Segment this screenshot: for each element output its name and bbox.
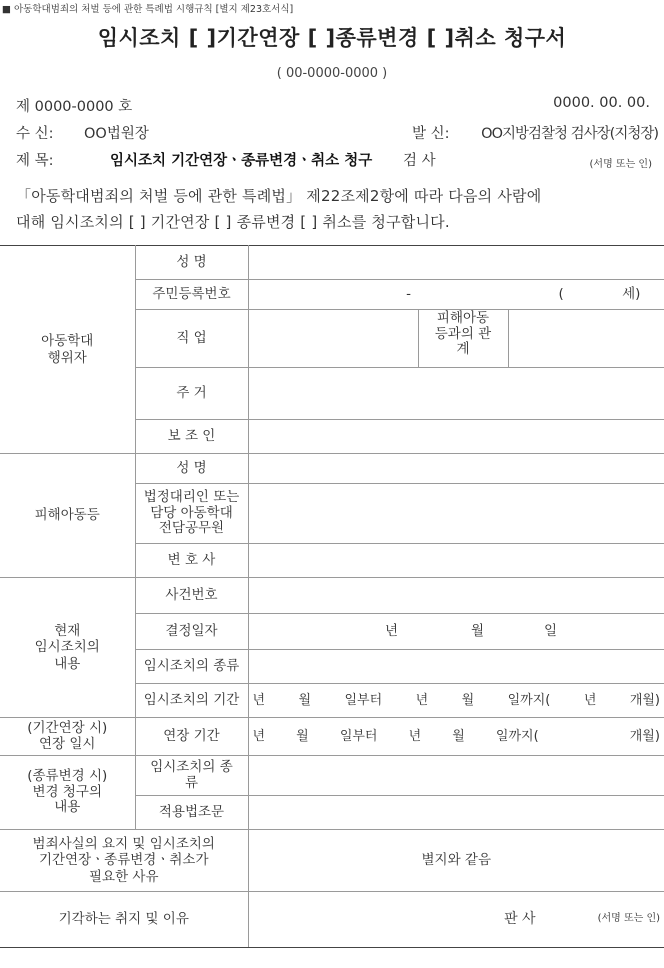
applicable-law-label: 적용법조문 (135, 796, 248, 830)
sender-label: 발 신: (412, 126, 450, 142)
change-section-label: (종류변경 시) 변경 청구의 내용 (0, 756, 135, 830)
offender-section-label: 아동학대 행위자 (0, 246, 135, 454)
measure-type-label: 임시조치의 종류 (135, 650, 248, 684)
request-paragraph-line1: 「아동학대범죄의 처벌 등에 관한 특례법」 제22조제2항에 따라 다음의 사람에 (16, 187, 542, 205)
change-type-label: 임시조치의 종 류 (135, 756, 248, 796)
extension-part: 일까지( (495, 728, 539, 744)
extension-part: 일부터 (339, 728, 378, 744)
extension-part: 월 (452, 728, 465, 744)
extension-part: 개월) (629, 728, 660, 744)
offender-job-field[interactable] (248, 310, 418, 368)
victim-legal-rep-label: 법정대리인 또는 담당 아동학대 전담공무원 (135, 484, 248, 544)
decision-date-label: 결정일자 (135, 614, 248, 650)
measure-period-field[interactable] (248, 684, 664, 718)
period-part: 년 (252, 692, 266, 708)
extension-section-label: (기간연장 시) 연장 일시 (0, 718, 135, 756)
subject-value: 임시조치 기간연장ㆍ종류변경ㆍ취소 청구 (110, 153, 373, 169)
victim-section-label: 피해아동등 (0, 454, 135, 578)
offender-relation-field[interactable] (508, 310, 664, 368)
document-number: ( 00-0000-0000 ) (276, 66, 388, 81)
recipient-value: OO법원장 (84, 126, 149, 142)
reason-label: 범죄사실의 요지 및 임시조치의 기간연장ㆍ종류변경ㆍ취소가 필요한 사유 (0, 830, 248, 892)
judge-label: 판 사 (504, 911, 536, 928)
offender-name-field[interactable] (248, 246, 664, 280)
recipient-label: 수 신: (16, 126, 54, 142)
extension-part: 년 (408, 728, 422, 744)
decision-day: 일 (543, 623, 558, 640)
victim-lawyer-label: 변 호 사 (135, 544, 248, 578)
form-caption: ■ 아동학대범죄의 처벌 등에 관한 특례법 시행규칙 [별지 제23호서식] (2, 4, 294, 15)
decision-month: 월 (470, 623, 485, 640)
change-type-field[interactable] (248, 756, 664, 796)
decision-year: 년 (384, 623, 399, 640)
judge-sign-note: (서명 또는 인) (597, 913, 661, 925)
subject-label: 제 목: (16, 153, 54, 169)
prosecutor-label: 검 사 (403, 153, 436, 169)
form-title: 임시조치 [ ]기간연장 [ ]종류변경 [ ]취소 청구서 (97, 26, 567, 50)
reason-value: 별지와 같음 (248, 830, 664, 892)
period-part: 월 (461, 692, 475, 708)
offender-job-label: 직 업 (135, 310, 248, 368)
request-paragraph-line2: 대해 임시조치의 [ ] 기간연장 [ ] 종류변경 [ ] 취소를 청구합니다. (16, 213, 450, 231)
dismissal-label: 기각하는 취지 및 이유 (0, 892, 248, 948)
period-part: 개월) (629, 692, 661, 708)
period-part: 년 (583, 692, 597, 708)
victim-name-field[interactable] (248, 454, 664, 484)
current-section-label: 현재 임시조치의 내용 (0, 578, 135, 718)
offender-assistant-label: 보 조 인 (135, 420, 248, 454)
applicable-law-field[interactable] (248, 796, 664, 830)
extension-period-label: 연장 기간 (135, 718, 248, 756)
extension-part: 월 (296, 728, 309, 744)
period-part: 일부터 (344, 692, 383, 708)
measure-type-field[interactable] (248, 650, 664, 684)
offender-ssn-field[interactable] (248, 280, 664, 310)
case-number-field[interactable] (248, 578, 664, 614)
sender-value: OO지방검찰청 검사장(지청장) (481, 126, 658, 142)
offender-assistant-field[interactable] (248, 420, 664, 454)
case-number-label: 사건번호 (135, 578, 248, 614)
dismissal-field[interactable] (248, 892, 664, 948)
age-close: 세) (622, 286, 641, 303)
period-part: 년 (415, 692, 429, 708)
decision-date-field[interactable] (248, 614, 664, 650)
issue-date: 0000. 00. 00. (553, 95, 650, 111)
age-open: ( (558, 286, 564, 303)
ssn-dash: - (406, 286, 411, 303)
offender-ssn-label: 주민등록번호 (135, 280, 248, 310)
period-part: 일까지( (507, 692, 551, 708)
victim-name-label: 성 명 (135, 454, 248, 484)
victim-legal-rep-field[interactable] (248, 484, 664, 544)
extension-period-field[interactable] (248, 718, 664, 756)
offender-address-label: 주 거 (135, 368, 248, 420)
extension-part: 년 (252, 728, 266, 744)
prosecutor-sign-note: (서명 또는 인) (589, 159, 652, 170)
offender-name-label: 성 명 (135, 246, 248, 280)
reference-number: 제 0000-0000 호 (16, 99, 133, 115)
request-form-table (0, 245, 664, 948)
offender-relation-label: 피해아동 등과의 관 계 (418, 310, 508, 368)
victim-lawyer-field[interactable] (248, 544, 664, 578)
measure-period-label: 임시조치의 기간 (135, 684, 248, 718)
period-part: 월 (298, 692, 312, 708)
offender-address-field[interactable] (248, 368, 664, 420)
